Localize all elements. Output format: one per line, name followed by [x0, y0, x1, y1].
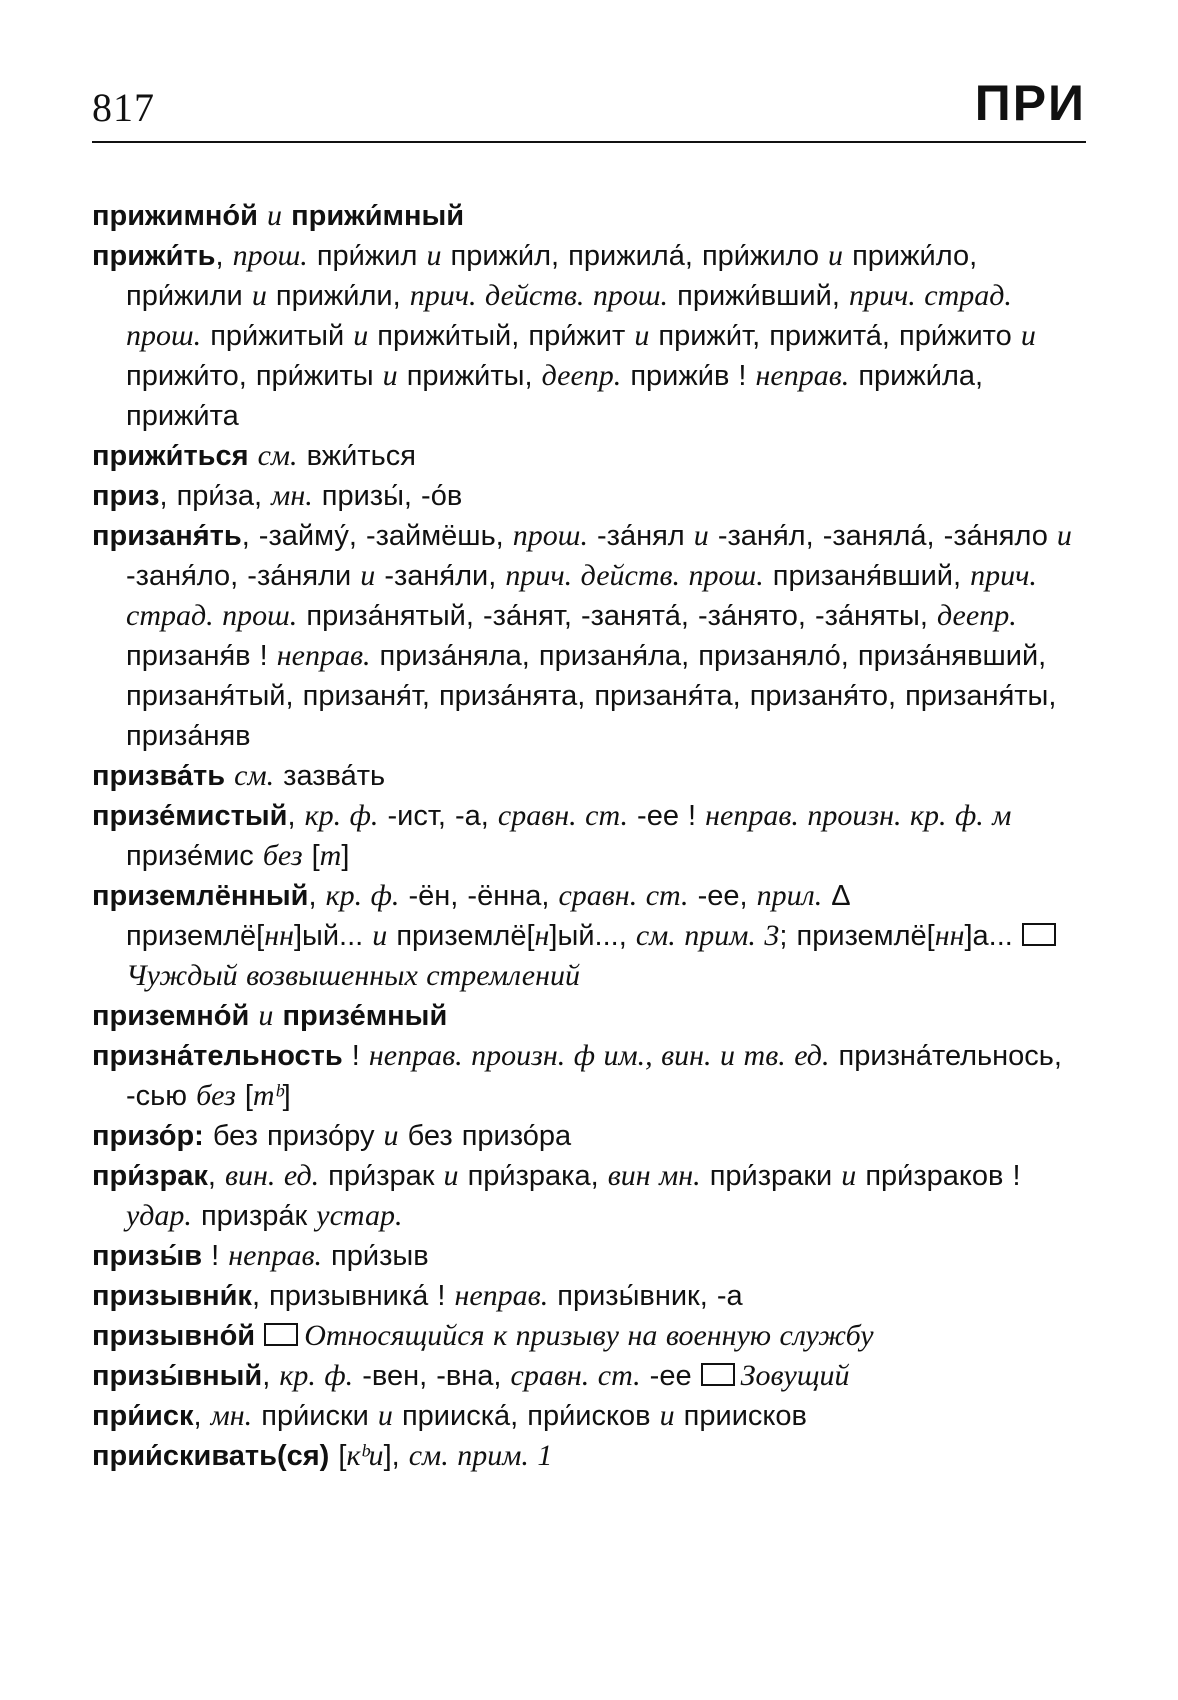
entry-prizhit: прижи́ть, прош. при́жил и прижи́л, прижила́, при́жило и прижи́ло, при́жили и прижи́ли, прич. действ. прош. прижи́вший, прич. страд. прош. при́житый и прижи́тый, при́жит и прижи́т, прижита́, при́жито и прижи́то, при́житы и прижи́ты, деепр. прижи́в ! неправ. прижи́ла, прижи́та	[92, 239, 1036, 432]
headword: призна́тельность	[92, 1040, 343, 1072]
headword: прии́скивать(ся)	[92, 1440, 330, 1472]
entry-prizyvny: призы́вный, кр. ф. -вен, -вна, сравн. ст. -ее Зовущий	[92, 1359, 850, 1392]
headword: приземно́й	[92, 1000, 250, 1032]
entry-prizhitsya: прижи́ться см. вжи́ться	[92, 439, 416, 472]
entry-list	[92, 196, 1086, 1476]
headword: призывни́к	[92, 1280, 252, 1312]
entry-prizanyat: призаня́ть, -займу́, -займёшь, прош. -за́нял и -заня́л, -заняла́, -за́няло и -заня́ло, -за́няли и -заня́ли, прич. действ. прош. призаня́вший, прич. страд. прош. приза́нятый, -за́нят, -занята́, -за́нято, -за́няты, деепр. призаня́в ! неправ. приза́няла, призаня́ла, призаняло́, приза́нявший, призаня́тый, призаня́т, приза́нята, призаня́та, призаня́то, призаня́ты, приза́няв	[92, 519, 1072, 752]
page-number: 817	[92, 85, 155, 130]
headword: призы́вный	[92, 1360, 263, 1392]
entry-prizyvnik: призывни́к, призывника́ ! неправ. призы́вник, -а	[92, 1279, 743, 1312]
definition-box-icon	[701, 1363, 735, 1386]
entry-priiskivat: прии́скивать(ся) [кᵇи], см. прим. 1	[92, 1439, 553, 1472]
running-head: ПРИ	[974, 75, 1086, 131]
header-rule	[92, 141, 1086, 143]
headword: призаня́ть	[92, 520, 242, 552]
headword-variant: призе́мный	[282, 1000, 448, 1032]
entry-priz: приз, при́за, мн. призы́, -о́в	[92, 479, 463, 512]
entry-prizhimnoy: прижимно́й и прижи́мный	[92, 199, 465, 232]
headword: призывно́й	[92, 1320, 256, 1352]
headword: прижи́ться	[92, 440, 249, 472]
definition-box-icon	[1022, 923, 1056, 946]
headword: приземлённый	[92, 880, 309, 912]
entry-prizrak: при́зрак, вин. ед. при́зрак и при́зрака, вин мн. при́зраки и при́зраков ! удар. призра́к устар.	[92, 1159, 1021, 1232]
headword: призы́в	[92, 1240, 203, 1272]
headword: призе́мистый	[92, 800, 288, 832]
headword: приз	[92, 480, 160, 512]
entry-prizemlenny: приземлённый, кр. ф. -ён, -ённа, сравн. ст. -ее, прил. Δ приземлё[нн]ый... и приземлё[н]ый..., см. прим. 3; приземлё[нн]а... Чуждый возвышенных стремлений	[92, 876, 1086, 996]
headword: прижи́ть	[92, 240, 216, 272]
entry-prizyv: призы́в ! неправ. при́зыв	[92, 1239, 429, 1272]
entry-prizemisty: призе́мистый, кр. ф. -ист, -а, сравн. ст. -ее ! неправ. произн. кр. ф. м призе́мис без [т]	[92, 799, 1012, 872]
entry-prizyvnoy: призывно́й Относящийся к призыву на военную службу	[92, 1319, 874, 1352]
headword: прижимно́й	[92, 200, 258, 232]
entry-priznatelnost: призна́тельность ! неправ. произн. ф им., вин. и тв. ед. призна́тельнось, -сью без [тᵇ]	[92, 1039, 1062, 1112]
headword: призва́ть	[92, 760, 226, 792]
entry-prizor: призо́р: без призо́ру и без призо́ра	[92, 1119, 572, 1152]
definition-box-icon	[264, 1323, 298, 1346]
entry-prizvat: призва́ть см. зазва́ть	[92, 759, 386, 792]
headword: при́иск	[92, 1400, 194, 1432]
headword: призо́р:	[92, 1120, 204, 1152]
headword: при́зрак	[92, 1160, 208, 1192]
headword-variant: прижи́мный	[291, 200, 465, 232]
entry-prizemnoy: приземно́й и призе́мный	[92, 999, 448, 1032]
entry-priisk: при́иск, мн. при́иски и прииска́, при́исков и приисков	[92, 1399, 807, 1432]
